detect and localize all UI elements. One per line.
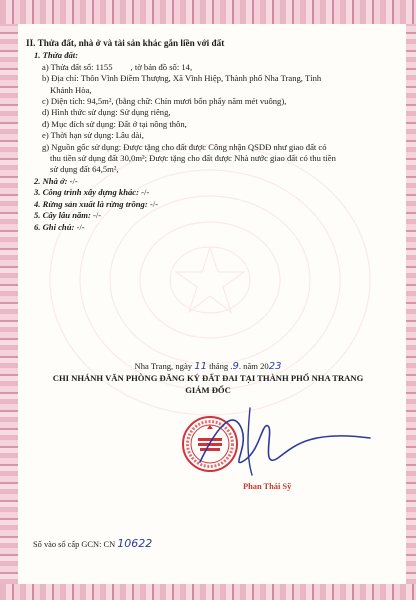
term-line: e) Thời hạn sử dụng: Lâu dài, (42, 130, 144, 141)
date-year-label: . năm 20 (238, 361, 269, 371)
origin-line-1: g) Nguồn gốc sử dụng: Được tặng cho đất được Công nhận QSDĐ như giao đất có (42, 141, 327, 152)
signer-title: GIÁM ĐỐC (185, 385, 231, 395)
map-sheet: , tờ bản đồ số: 14, (130, 61, 193, 72)
certificate-register-number (33, 537, 152, 550)
decorative-border-left (0, 24, 18, 584)
section-title: II. Thửa đất, nhà ở và tài sản khác gắn liền với đất (26, 38, 225, 48)
parcel-number: a) Thửa đất số: 1155 (42, 61, 113, 72)
item-house (26, 176, 396, 187)
date-year: 23 (268, 361, 282, 372)
item-value: -/- (67, 175, 78, 186)
land-heading: 1. Thửa đất: (34, 50, 79, 61)
signer-name: Phan Thái Sỹ (243, 482, 292, 491)
issue-date (0, 361, 416, 372)
origin-line-2: thu tiền sử dụng đất 30,0m²; Được tặng cho đất được Nhà nước giao đất có thu tiền (50, 153, 336, 164)
item-label: 2. Nhà ở: (34, 175, 68, 186)
item-value: -/- (147, 198, 158, 209)
decorative-border-right (406, 24, 416, 584)
date-month-label: tháng . (206, 361, 233, 371)
decorative-border-top (0, 0, 416, 24)
issuing-office: CHI NHÁNH VĂN PHÒNG ĐĂNG KÝ ĐẤT ĐAI TẠI THÀNH PHỐ NHA TRANG (52, 373, 364, 383)
item-value: -/- (74, 221, 85, 232)
item-construction (26, 187, 396, 198)
cert-no-value: 10622 (117, 537, 153, 550)
item-label: 5. Cây lâu năm: (34, 210, 91, 221)
purpose-line: đ) Mục đích sử dụng: Đất ở tại nông thôn, (42, 118, 187, 129)
item-perennial (26, 210, 396, 221)
usage-form-line: d) Hình thức sử dụng: Sử dụng riêng, (42, 107, 171, 118)
date-month: 9 (232, 361, 239, 372)
item-label: 6. Ghi chú: (34, 221, 75, 232)
date-day: 11 (194, 361, 207, 372)
decorative-border-bottom (0, 584, 416, 600)
item-label: 4. Rừng sản xuất là rừng trồng: (34, 198, 148, 209)
item-notes (26, 222, 396, 233)
item-value: -/- (90, 210, 102, 221)
item-value: -/- (138, 187, 150, 198)
address-line-1: b) Địa chỉ: Thôn Vĩnh Điềm Thượng, Xã Vĩnh Hiệp, Thành phố Nha Trang, Tỉnh (42, 73, 322, 84)
land-details (26, 38, 396, 233)
parcel-line (26, 62, 396, 73)
item-label: 3. Công trình xây dựng khác: (34, 187, 139, 198)
date-prefix: Nha Trang, ngày (134, 361, 195, 371)
origin-line-3: sử dụng đất 64,5m², (50, 164, 119, 175)
item-forest (26, 199, 396, 210)
cert-no-label: Số vào sổ cấp GCN: CN (33, 540, 118, 549)
address-line-2: Khánh Hòa, (50, 84, 92, 95)
area-line: c) Diện tích: 94,5m², (bằng chữ: Chín mươi bốn phẩy năm mét vuông), (42, 96, 287, 107)
